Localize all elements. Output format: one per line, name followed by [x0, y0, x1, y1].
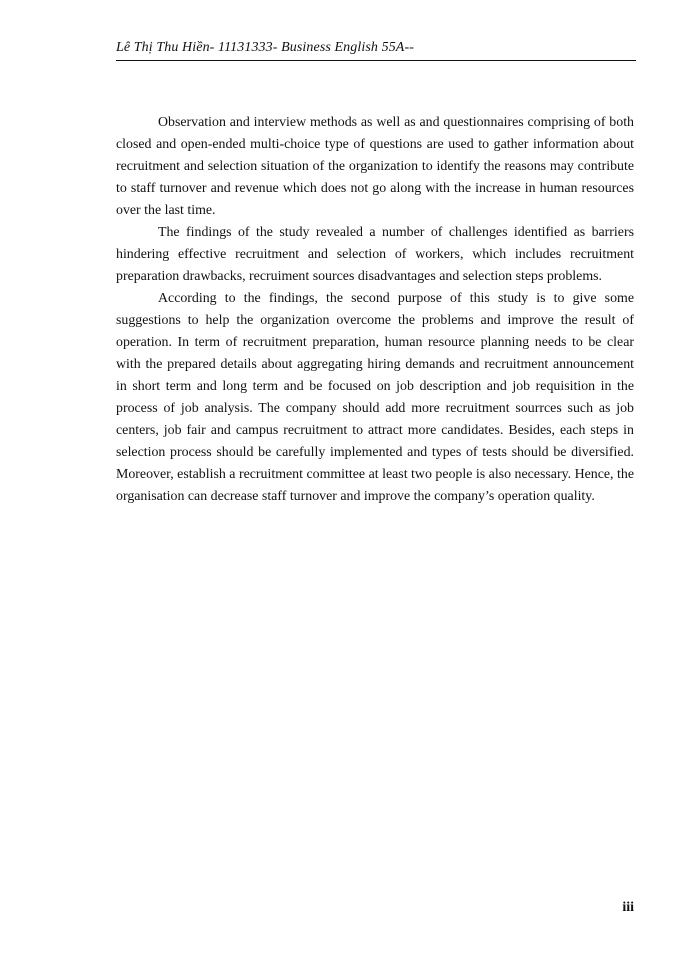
- abstract-body: [116, 112, 634, 508]
- header-author-title: Lê Thị Thu Hiền- 11131333- Business English 55A--: [116, 40, 414, 55]
- paragraph-suggestions: According to the findings, the second purpose of this study is to give some suggestions to help the organization overcome the problems and improve the result of operation. In term of recruitment preparation, human resource planning needs to be clear with the prepared details about aggregating hiring demands and recruitment announcement in short term and long term and be focused on job description and job requisition in the process of job analysis. The company should add more recruitment sourrces such as job centers, job fair and campus recruitment to attract more candidates. Besides, each steps in selection process should be carefully implemented and types of tests should be diversified. Moreover, establish a recruitment committee at least two people is also necessary. Hence, the organisation can decrease staff turnover and improve the company’s operation quality.: [116, 291, 634, 504]
- paragraph-methods: Observation and interview methods as well as and questionnaires comprising of both closed and open-ended multi-choice type of questions are used to gather information about recruitment and selection situation of the organization to identify the reasons may contribute to staff turnover and revenue which does not go along with the increase in human resources over the last time.: [116, 115, 634, 218]
- running-header: [116, 40, 636, 61]
- paragraph-findings: The findings of the study revealed a number of challenges identified as barriers hindering effective recruitment and selection of workers, which includes recruitment preparation drawbacks, recruiment sources disadvantages and selection steps problems.: [116, 225, 634, 284]
- page-number: iii: [622, 900, 634, 915]
